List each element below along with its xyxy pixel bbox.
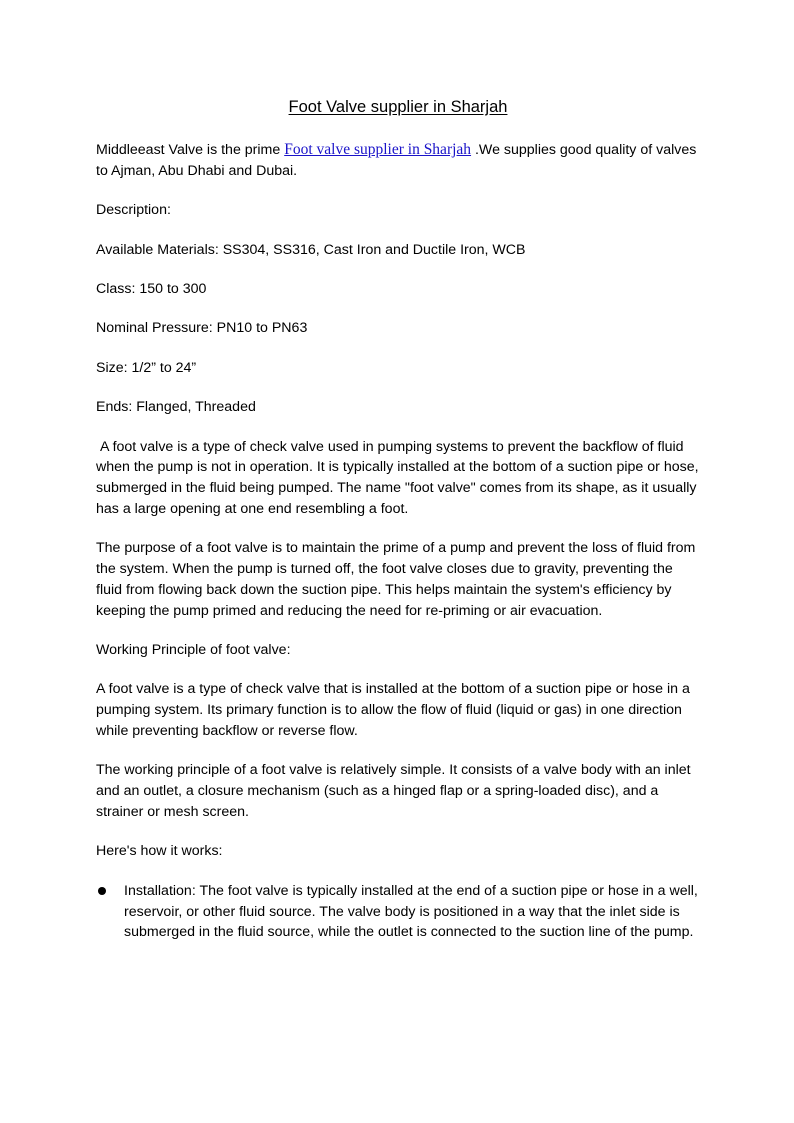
how-it-works-heading: Here's how it works: [96, 843, 223, 860]
spec-size: Size: 1/2” to 24” [96, 359, 197, 376]
spec-class: Class: 150 to 300 [96, 280, 207, 297]
working-principle-heading: Working Principle of foot valve: [96, 642, 291, 659]
spec-pressure: Nominal Pressure: PN10 to PN63 [96, 320, 308, 337]
paragraph-function: A foot valve is a type of check valve that is installed at the bottom of a suction pipe or hose in a pumping system. Its primary function is to allow the flow of fluid (liquid or gas) in one direction while preventing backflow or reverse flow. [96, 681, 690, 740]
page-title: Foot Valve supplier in Sharjah [288, 98, 508, 116]
intro-text-after-link: .We supplies good quality of valves to Ajman, Abu Dhabi and Dubai. [96, 142, 697, 179]
foot-valve-supplier-link[interactable]: Foot valve supplier in Sharjah [284, 141, 472, 158]
bullet-icon [98, 887, 106, 895]
paragraph-purpose: The purpose of a foot valve is to maintain the prime of a pump and prevent the loss of fluid from the system. When the pump is turned off, the foot valve closes due to gravity, preventing the fluid from flowing back down the suction pipe. This helps maintain the system's efficiency by keeping the pump primed and reducing the need for re-priming or air evacuation. [96, 540, 696, 619]
intro-text-before-link: Middleeast Valve is the prime [96, 142, 285, 158]
list-item [96, 881, 700, 943]
intro-paragraph [96, 140, 700, 182]
paragraph-components: The working principle of a foot valve is relatively simple. It consists of a valve body with an inlet and an outlet, a closure mechanism (such as a hinged flap or a spring-loaded disc), and a strainer or mesh screen. [96, 762, 691, 821]
description-label: Description: [96, 202, 171, 219]
spec-materials: Available Materials: SS304, SS316, Cast Iron and Ductile Iron, WCB [96, 241, 526, 258]
bullet-text-installation: Installation: The foot valve is typically installed at the end of a suction pipe or hose in a well, reservoir, or other fluid source. The valve body is positioned in a way that the inlet side is submerged in the fluid source, while the outlet is connected to the suction line of the pump. [124, 882, 698, 941]
paragraph-definition: A foot valve is a type of check valve used in pumping systems to prevent the backflow of fluid when the pump is not in operation. It is typically installed at the bottom of a suction pipe or hose, submerged in the fluid being pumped. The name "foot valve" comes from its shape, as it usually has a large opening at one end resembling a foot. [96, 438, 703, 517]
spec-ends: Ends: Flanged, Threaded [96, 399, 256, 416]
bullet-list [96, 881, 700, 943]
document-page [96, 96, 703, 943]
